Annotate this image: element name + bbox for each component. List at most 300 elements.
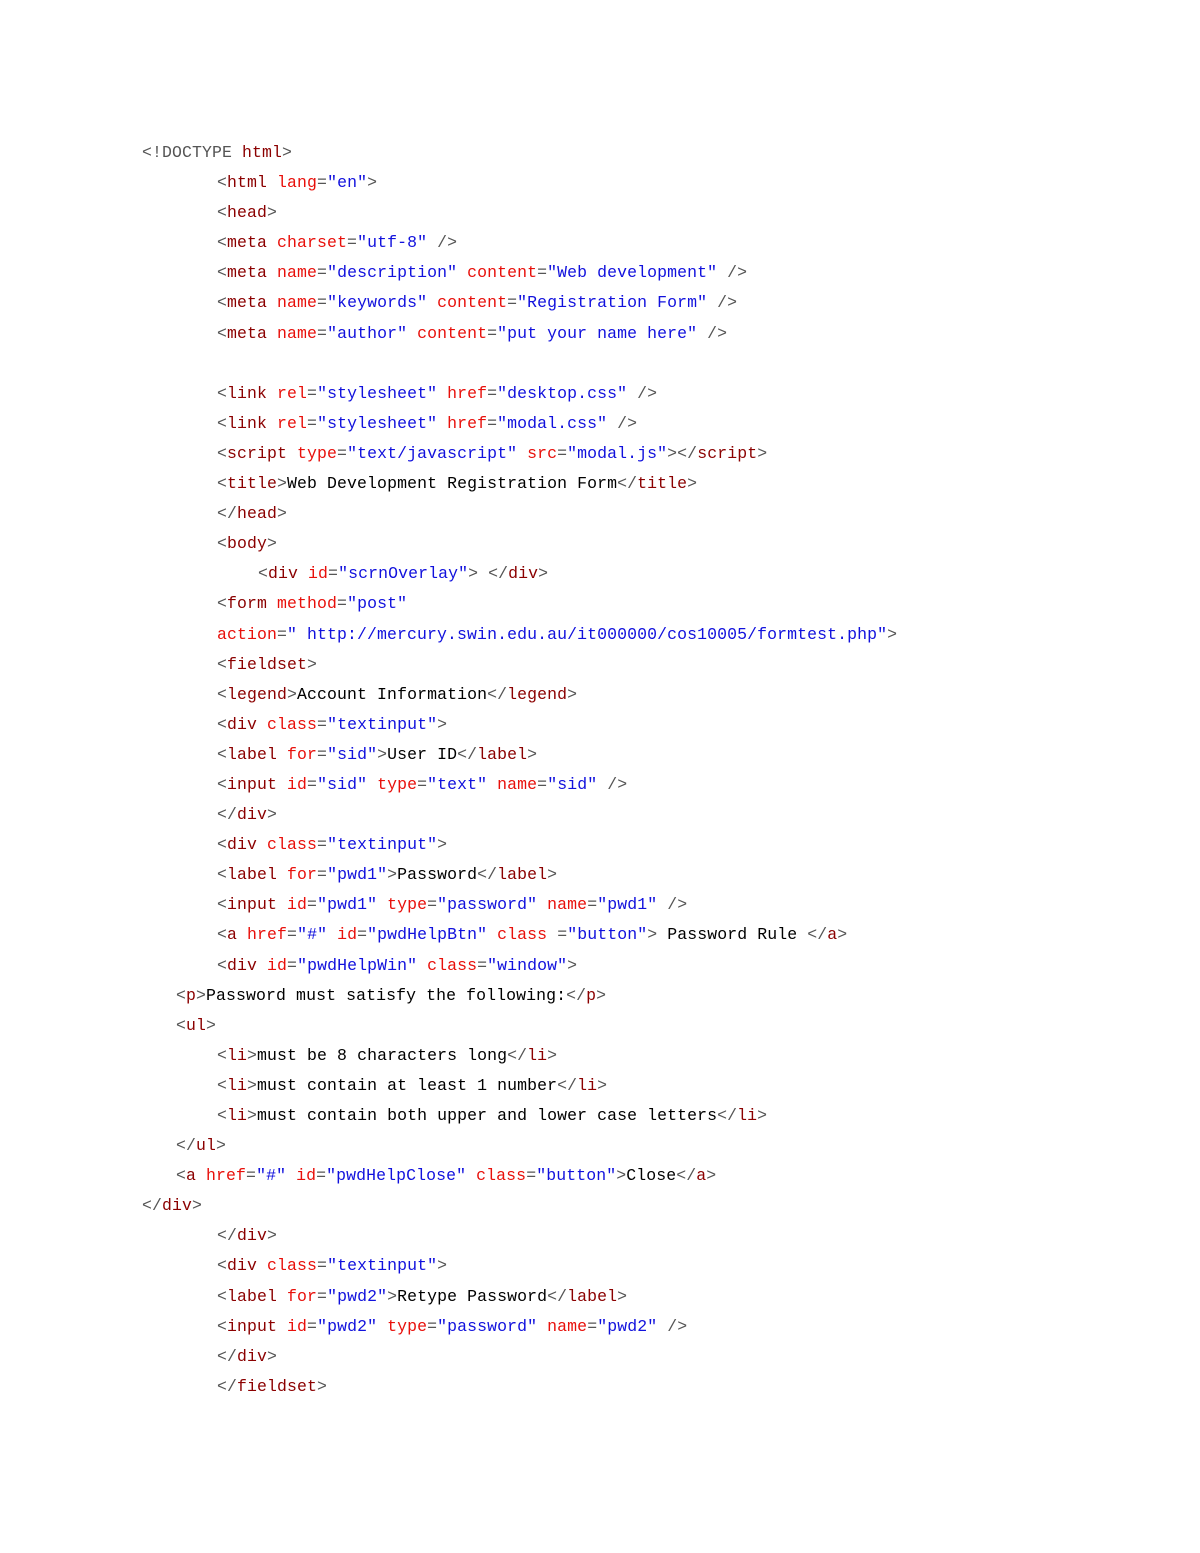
code-token: legend [227,684,288,704]
code-token: li [227,1075,248,1095]
code-token: rel [277,383,308,403]
code-token: /> [657,1316,688,1336]
code-token: < [217,865,228,885]
code-token: a [227,925,248,945]
code-token: "stylesheet" [317,383,438,403]
code-token: = [307,383,318,403]
code-line [0,559,1200,589]
code-token: "stylesheet" [317,413,438,433]
code-token: = [317,1286,328,1306]
code-line [0,138,1200,168]
code-token [537,895,547,914]
code-token: = [357,925,368,945]
code-token: body [227,534,268,554]
code-token: title [637,474,688,494]
code-token: > [437,835,448,855]
code-token: title [227,474,278,494]
code-token: </ [217,1376,238,1396]
code-token: "Registration Form" [517,293,708,313]
code-token: < [217,1045,228,1065]
code-line [0,1131,1200,1161]
code-token: type [387,1316,428,1336]
code-token: = [317,744,328,764]
code-token: "description" [327,263,458,283]
code-token: </ [457,744,478,764]
code-token: > [282,143,293,162]
code-token: = [487,323,498,343]
code-line [0,981,1200,1011]
code-token: > [597,1075,608,1095]
code-token: meta [227,233,278,253]
code-token: type [297,443,338,463]
code-token: = [246,1166,257,1186]
code-token: = [317,835,328,855]
code-line [0,650,1200,680]
code-token: div [227,835,268,855]
code-token: meta [227,293,278,313]
code-line [0,1221,1200,1251]
code-token: > [527,744,538,764]
code-token: > [267,1226,278,1246]
code-line [0,1101,1200,1131]
code-line [0,710,1200,740]
code-token: < [217,1256,228,1276]
code-token: "textinput" [327,835,438,855]
code-token: "pwdHelpWin" [297,955,418,975]
code-token: "textinput" [327,714,438,734]
code-token: < [217,233,228,253]
code-token: = [316,1166,327,1186]
code-token: charset [277,233,348,253]
code-token: "keywords" [327,293,428,313]
code-line [0,409,1200,439]
code-line [0,1282,1200,1312]
code-token: < [217,835,228,855]
code-token: </ [566,985,587,1005]
code-token [517,444,527,463]
code-line [0,1071,1200,1101]
code-token: > [757,443,768,463]
code-token: < [217,654,228,674]
code-token: > [887,624,898,644]
code-token: " http://mercury.swin.edu.au/it000000/cos10005/formtest.php" [287,624,888,644]
code-token: for [287,744,318,764]
code-token: > [206,1015,217,1035]
code-token: head [227,203,268,223]
code-token: User ID [387,744,458,764]
code-token: </ [676,1166,697,1186]
code-token: "password" [437,1316,538,1336]
code-token: script [227,443,298,463]
code-line [0,1041,1200,1071]
code-token: = [307,1316,318,1336]
code-token: name [277,263,318,283]
code-token: < [217,1286,228,1306]
code-token: < [217,203,228,223]
code-line [0,198,1200,228]
code-token: Retype Password [397,1286,548,1306]
code-token: div [237,1226,268,1246]
code-token: > [216,1136,227,1156]
code-token: "modal.css" [497,413,608,433]
code-token: < [176,985,187,1005]
code-token: li [527,1045,548,1065]
code-token: > [567,955,578,975]
code-token: < [217,293,228,313]
code-line [0,319,1200,349]
code-token: > [387,865,398,885]
code-token [487,775,497,794]
code-token: > [547,1045,558,1065]
code-token: < [217,413,228,433]
code-token: "pwd1" [317,895,378,915]
code-token: ></ [667,443,698,463]
code-line [0,529,1200,559]
code-token: = [526,1166,537,1186]
code-token: </ [142,1196,163,1216]
code-token: = [317,323,328,343]
code-token: > [567,684,578,704]
code-token: label [227,865,288,885]
code-token: > [687,474,698,494]
code-token: html [242,143,283,162]
code-token: = [347,233,358,253]
code-token: "sid" [547,774,598,794]
code-token: "pwd1" [327,865,388,885]
code-token: content [467,263,538,283]
code-token: </ [217,504,238,524]
code-line [0,740,1200,770]
code-token: label [227,1286,288,1306]
code-token: div [227,1256,268,1276]
code-token: class [427,955,478,975]
code-token: html [227,173,278,193]
code-token [537,1317,547,1336]
code-token: content [437,293,508,313]
code-token: li [227,1045,248,1065]
code-token: > [247,1106,258,1125]
code-token: > [267,534,278,554]
code-line [0,1011,1200,1041]
code-token: = [417,774,428,794]
code-token: "button" [536,1166,617,1186]
code-token: < [217,714,228,734]
code-line [0,770,1200,800]
code-token: li [577,1075,598,1095]
code-token: id [287,895,308,915]
code-line [0,1161,1200,1191]
code-token: head [237,504,278,524]
code-token: div [227,955,268,975]
code-token: > [277,504,288,524]
code-token: id [308,564,329,584]
code-token: href [247,925,288,945]
code-token: > [267,203,278,223]
code-token: "sid" [327,744,378,764]
code-token: = [317,173,328,193]
code-token: </ [547,1286,568,1306]
code-line [0,228,1200,258]
code-token: href [447,383,488,403]
code-token: meta [227,263,278,283]
code-token: < [258,564,269,584]
code-token: link [227,383,278,403]
code-token: = [287,955,298,975]
code-token: "#" [256,1166,287,1186]
code-token: /> [717,263,748,283]
code-token: > [437,1256,448,1276]
code-token: div [237,1346,268,1366]
code-line [0,1342,1200,1372]
code-token: = [287,925,298,945]
code-token [457,263,467,282]
code-token: < [176,1015,187,1035]
code-line [0,890,1200,920]
code-token: = [317,1256,328,1276]
code-token [377,895,387,914]
code-line [0,469,1200,499]
code-token: = [337,594,348,614]
code-line [0,499,1200,529]
code-token: class [267,1256,318,1276]
code-token: <!DOCTYPE [142,143,243,162]
code-token: label [477,744,528,764]
code-token: = [587,1316,598,1336]
code-token: lang [277,173,318,193]
code-token: = [537,774,548,794]
code-line [0,439,1200,469]
code-token: link [227,413,278,433]
code-token: < [217,925,228,945]
code-token: </ [717,1106,738,1125]
code-token: label [497,865,548,885]
code-token: input [227,895,288,915]
code-token: = [307,895,318,915]
code-token: "desktop.css" [497,383,628,403]
code-token: > [387,1286,398,1306]
code-token: id [267,955,288,975]
code-token: class [267,835,318,855]
code-token: href [447,413,488,433]
code-line [0,379,1200,409]
code-token: input [227,774,288,794]
code-token: < [217,323,228,343]
code-token: content [417,323,488,343]
code-token: name [277,293,318,313]
code-line [0,258,1200,288]
code-token [286,1166,296,1185]
code-token: "Web development" [547,263,718,283]
code-token: id [296,1166,317,1186]
code-line [0,1251,1200,1281]
code-token: /> [607,413,638,433]
code-token: < [217,594,228,614]
code-token: Web Development Registration Form [287,474,618,494]
code-token: < [217,534,228,554]
code-token: for [287,865,318,885]
code-token: > [247,1075,258,1095]
code-token: a [827,925,838,945]
code-token: name [547,1316,588,1336]
code-token: </ [176,1136,197,1156]
code-token: = [547,925,568,945]
code-line [0,860,1200,890]
code-token: must contain both upper and lower case letters [257,1106,718,1125]
code-token: > [538,564,549,584]
code-token: > [267,805,278,825]
code-token: type [387,895,428,915]
code-token: div [268,564,309,584]
code-token: > [647,925,658,945]
code-token: > [547,865,558,885]
code-token: "scrnOverlay" [338,564,469,584]
code-token: = [307,413,318,433]
code-token [427,293,437,312]
code-token [466,1166,476,1185]
code-token: "textinput" [327,1256,438,1276]
code-token [367,775,377,794]
code-line [0,168,1200,198]
code-token: p [586,985,597,1005]
code-token: action [217,624,278,644]
code-token: form [227,594,278,614]
code-token: = [537,263,548,283]
code-line [0,589,1200,619]
code-token: </ [487,684,508,704]
code-token: label [227,744,288,764]
code-token: > [706,1166,717,1186]
code-token: </ [217,1346,238,1366]
code-token: "pwd2" [317,1316,378,1336]
code-token: = [427,1316,438,1336]
code-token: "pwdHelpClose" [326,1166,467,1186]
code-token: > [617,1286,628,1306]
code-token: = [587,895,598,915]
code-token: > [307,654,318,674]
code-token: "pwdHelpBtn" [367,925,488,945]
code-line [0,620,1200,650]
code-token: id [337,925,358,945]
code-token: Close [626,1166,677,1186]
code-token: </ [557,1075,578,1095]
code-line [0,951,1200,981]
code-token: "post" [347,594,408,614]
code-token: </ [477,865,498,885]
code-token: fieldset [237,1376,318,1396]
code-token: div [237,805,268,825]
code-line [0,920,1200,950]
code-token: type [377,774,418,794]
code-token: > [247,1045,258,1065]
code-token: "modal.js" [567,443,668,463]
code-token: a [696,1166,707,1186]
code-token: = [337,443,348,463]
code-token: = [557,443,568,463]
code-token: < [176,1166,187,1186]
code-token: < [217,1075,228,1095]
code-token: < [217,744,228,764]
code-token: name [277,323,318,343]
code-token: /> [627,383,658,403]
code-token: class [476,1166,527,1186]
code-token [407,324,417,343]
code-token: = [487,413,498,433]
code-token: < [217,263,228,283]
code-token: > [367,173,378,193]
code-token: name [497,774,538,794]
code-token: < [217,1316,228,1336]
code-token: > [377,744,388,764]
code-line [0,1312,1200,1342]
code-listing [0,138,1200,1402]
code-line [0,830,1200,860]
code-token: > [757,1106,768,1125]
code-token: < [217,474,228,494]
code-token: < [217,383,228,403]
code-token: > [277,474,288,494]
code-token: > [837,925,848,945]
code-token: Account Information [297,684,488,704]
code-line [0,680,1200,710]
code-token [327,925,337,944]
code-token: li [227,1106,248,1125]
code-token: Password must satisfy the following: [206,985,567,1005]
code-token: < [217,895,228,915]
code-token: input [227,1316,288,1336]
code-token [417,956,427,975]
code-token: "en" [327,173,368,193]
code-token: method [277,594,338,614]
code-token: fieldset [227,654,308,674]
code-line [0,800,1200,830]
code-token: must be 8 characters long [257,1045,508,1065]
code-token: > [287,684,298,704]
code-token: rel [277,413,308,433]
code-token: < [217,1106,228,1125]
code-line [0,1372,1200,1402]
code-token: p [186,985,197,1005]
code-token [377,1317,387,1336]
code-token: = [317,865,328,885]
code-token: </ [217,805,238,825]
code-token: /> [427,233,458,253]
code-token: </ [507,1045,528,1065]
code-token: ul [186,1015,207,1035]
code-token [487,925,497,944]
code-token: must contain at least 1 number [257,1075,558,1095]
code-token: > [196,985,207,1005]
code-token: = [487,383,498,403]
code-token: > [437,714,448,734]
code-token: "#" [297,925,328,945]
code-token: = [317,293,328,313]
code-token: a [186,1166,207,1186]
code-token: label [567,1286,618,1306]
code-token: < [217,173,228,193]
code-token: /> [657,895,688,915]
code-token: src [527,443,558,463]
code-token: < [217,955,228,975]
code-token: "utf-8" [357,233,428,253]
code-token: > [596,985,607,1005]
code-token: for [287,1286,318,1306]
code-token: href [206,1166,247,1186]
code-token: div [227,714,268,734]
code-token: </ [217,1226,238,1246]
code-token: = [477,955,488,975]
code-token [437,384,447,403]
code-token: < [217,684,228,704]
